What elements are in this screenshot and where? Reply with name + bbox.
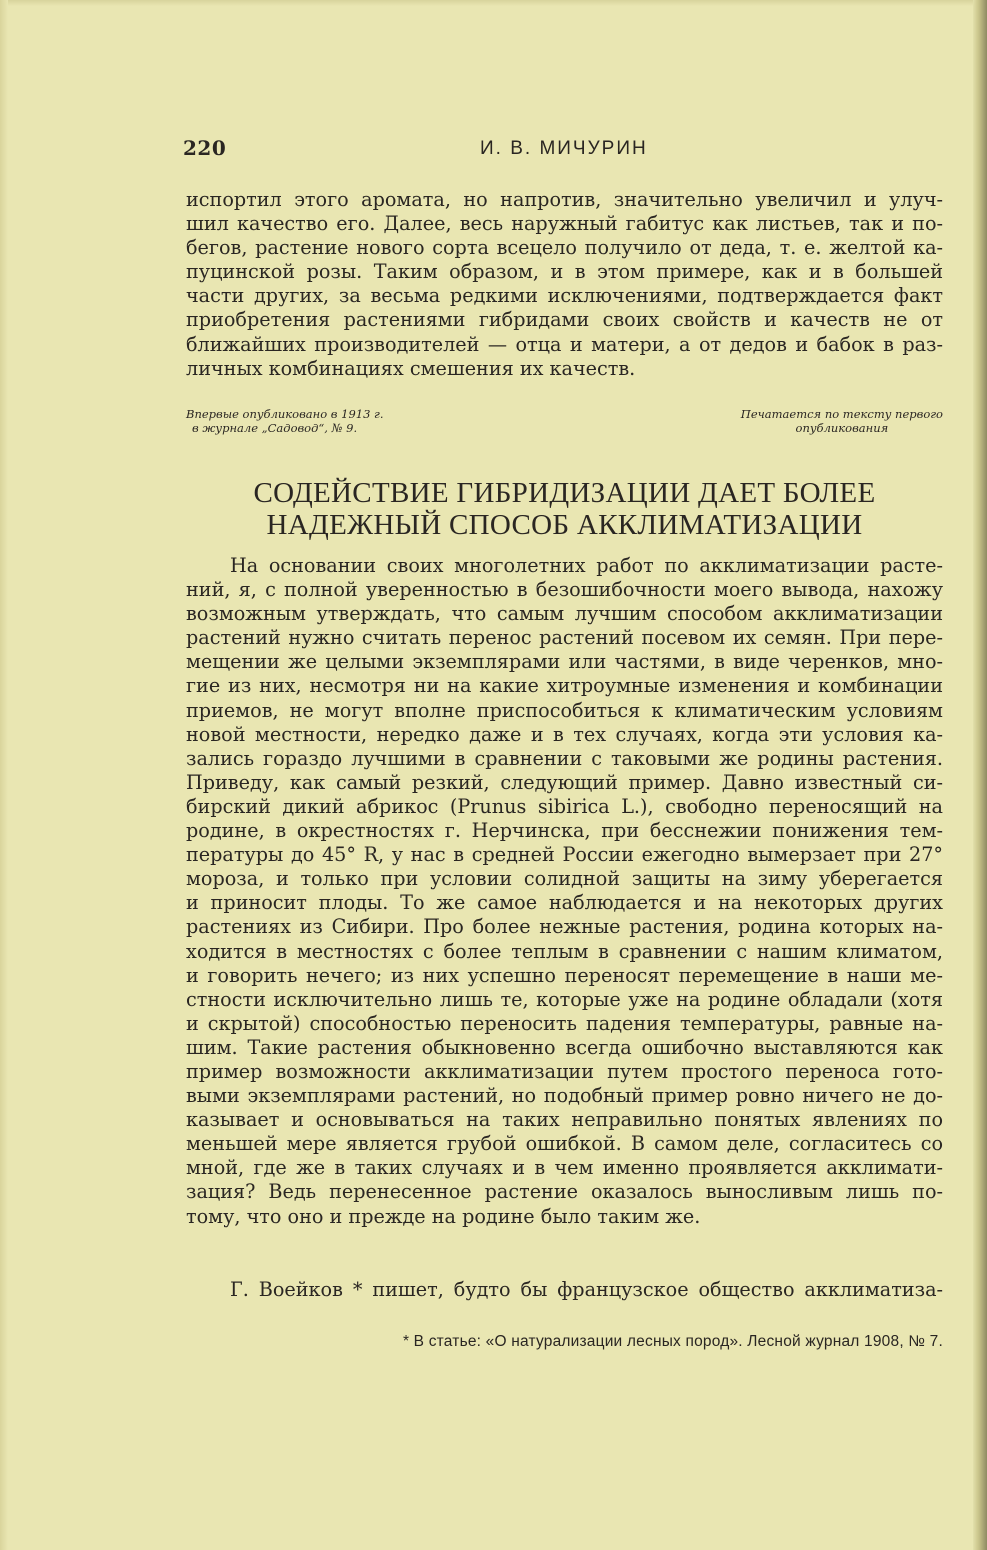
text-line: приемов, не могут вполне приспособиться к климатическим условиям	[186, 698, 943, 722]
article-title-line: СОДЕЙСТВИЕ ГИБРИДИЗАЦИИ ДАЕТ БОЛЕЕ	[253, 477, 876, 509]
text-line: растений нужно считать перенос растений посевом их семян. При пере-	[186, 626, 943, 650]
text-line: ближайших производителей — отца и матери, а от дедов и бабок в раз-	[186, 332, 943, 356]
text-line: Г. Воейков * пишет, будто бы французское общество акклиматиза-	[230, 1278, 943, 1301]
text-line: новой местности, нередко даже и в тех случаях, когда эти условия ка-	[186, 722, 943, 746]
page-number: 220	[183, 136, 227, 160]
text-line: личных комбинациях смешения их качеств.	[186, 356, 636, 380]
source-notes	[186, 407, 943, 441]
article-paragraph-2	[186, 1278, 943, 1302]
text-line: пературы до 45° R, у нас в средней России ежегодно вымерзает при 27°	[186, 843, 943, 867]
page-edge-top	[0, 0, 987, 6]
text-line: испортил этого аромата, но напротив, значительно увеличил и улуч-	[186, 188, 943, 211]
article-title	[186, 477, 943, 541]
text-line: мной, где же в таких случаях и в чем именно проявляется акклимати-	[186, 1156, 943, 1180]
text-line: меньшей мере является грубой ошибкой. В самом деле, согласитесь со	[186, 1132, 943, 1156]
note-line: опубликования	[795, 421, 889, 435]
note-line: Печатается по тексту первого	[740, 407, 943, 421]
text-line: и говорить нечего; из них успешно переносят перемещение в наши ме-	[186, 963, 943, 987]
running-title: И. В. МИЧУРИН	[480, 138, 648, 159]
text-line: зация? Ведь перенесенное растение оказалось выносливым лишь по-	[186, 1180, 943, 1204]
text-line: приобретения растениями гибридами своих свойств и качеств не от	[186, 308, 943, 332]
text-line: Приведу, как самый резкий, следующий пример. Давно известный си-	[186, 770, 943, 794]
text-line: части других, за весьма редкими исключениями, подтверждается факт	[186, 284, 943, 308]
page-edge-right	[973, 0, 987, 1550]
article-paragraph-1	[186, 554, 943, 1229]
text-line: мороза, и только при условии солидной защиты на зиму уберегается	[186, 867, 943, 891]
text-line: казывает и основываться на таких неправильно понятых явлениях по	[186, 1108, 943, 1132]
text-line: ний, я, с полной уверенностью в безошибочности моего вывода, нахожу	[186, 578, 943, 602]
first-published-note	[186, 407, 384, 435]
note-line: в журнале „Садовод“, № 9.	[192, 421, 358, 435]
text-line: выми экземплярами растений, но подобный пример ровно ничего не до-	[186, 1084, 943, 1108]
text-line: бирский дикий абрикос (Prunus sibirica L.), свободно переносящий на	[186, 794, 943, 818]
continuation-paragraph	[186, 188, 943, 381]
text-line: пример возможности акклиматизации путем простого переноса гото-	[186, 1059, 943, 1083]
text-line: гие из них, несмотря ни на какие хитроумные изменения и комбинации	[186, 674, 943, 698]
text-line: возможным утверждать, что самым лучшим способом акклиматизации	[186, 602, 943, 626]
text-line: На основании своих многолетних работ по акклиматизации расте-	[230, 554, 943, 577]
text-line: и приносит плоды. То же самое наблюдается и на некоторых других	[186, 891, 943, 915]
text-line: мещении же целыми экземплярами или частями, в виде черенков, мно-	[186, 650, 943, 674]
text-line: родине, в окрестностях г. Нерчинска, при бесснежии понижения тем-	[186, 819, 943, 843]
text-line: ходится в местностях с более теплым в сравнении с нашим климатом,	[186, 939, 943, 963]
text-line: тому, что оно и прежде на родине было таким же.	[186, 1204, 701, 1228]
text-line: шим. Такие растения обыкновенно всегда ошибочно выставляются как	[186, 1035, 943, 1059]
printed-from-note	[741, 407, 943, 435]
article-title-line: НАДЕЖНЫЙ СПОСОБ АККЛИМАТИЗАЦИИ	[266, 509, 863, 541]
text-line: пуцинской розы. Таким образом, и в этом примере, как и в большей	[186, 260, 943, 284]
running-head	[183, 136, 943, 166]
text-line: растениях из Сибири. Про более нежные растения, родина которых на-	[186, 915, 943, 939]
text-line: шил качество его. Далее, весь наружный габитус как листьев, так и по-	[186, 212, 943, 236]
footnote: * В статье: «О натурализации лесных пород». Лесной журнал 1908, № 7.	[402, 1333, 943, 1350]
page-edge-left	[0, 0, 8, 1550]
text-line: зались гораздо лучшими в сравнении с таковыми же родины растения.	[186, 746, 943, 770]
text-line: стности исключительно лишь те, которые уже на родине обладали (хотя	[186, 987, 943, 1011]
text-line: и скрытой) способностью переносить падения температуры, равные на-	[186, 1011, 943, 1035]
text-line: бегов, растение нового сорта всецело получило от деда, т. е. желтой ка-	[186, 236, 943, 260]
note-line: Впервые опубликовано в 1913 г.	[186, 407, 384, 421]
